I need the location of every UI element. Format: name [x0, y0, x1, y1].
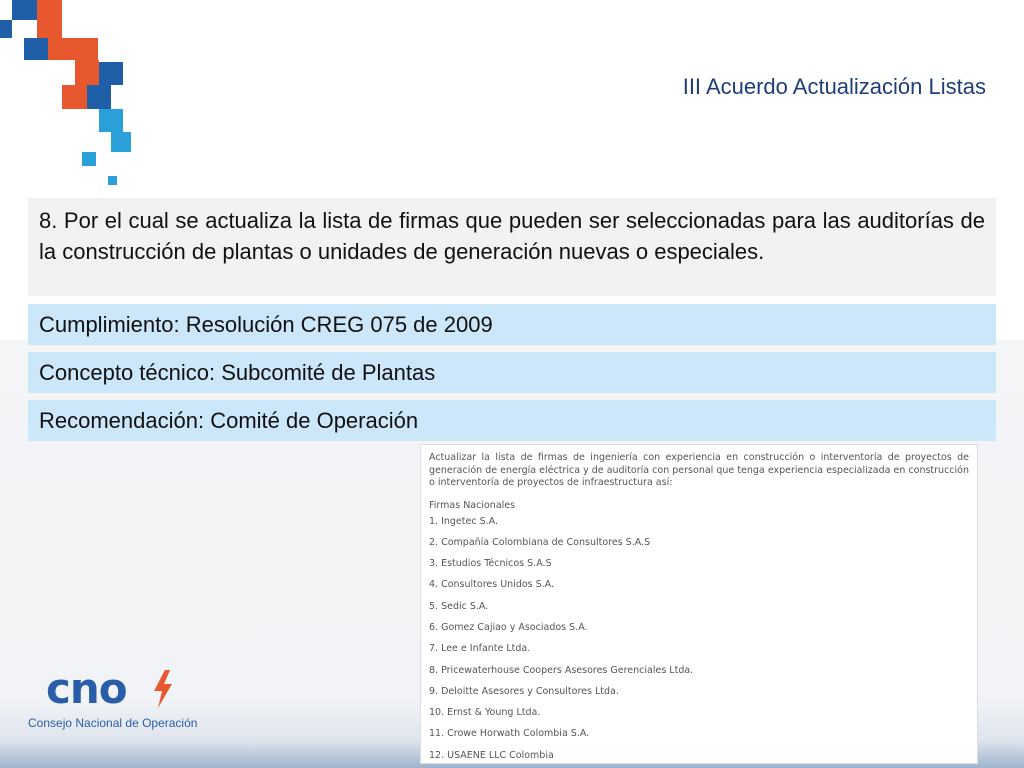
cno-logo-text: cno	[46, 664, 127, 713]
list-item: 9. Deloitte Asesores y Consultores Ltda.	[429, 685, 619, 697]
item-main-description: 8. Por el cual se actualiza la lista de firmas que pueden ser seleccionadas para las auditorías de la construcción de plantas o unidades de generación nuevas o especiales.	[28, 198, 996, 296]
list-item: 6. Gomez Cajiao y Asociados S.A.	[429, 621, 588, 633]
list-item: 10. Ernst & Young Ltda.	[429, 707, 541, 719]
list-item: 11. Crowe Horwath Colombia S.A.	[429, 728, 590, 740]
item-compliance: Cumplimiento: Resolución CREG 075 de 2009	[28, 304, 996, 345]
list-item: 1. Ingetec S.A.	[429, 515, 498, 527]
firms-panel	[420, 444, 978, 764]
list-item: 2. Compañía Colombiana de Consultores S.A.S	[429, 536, 651, 548]
list-item: 4. Consultores Unidos S.A.	[429, 579, 555, 591]
list-item: 12. USAENE LLC Colombia	[429, 749, 554, 761]
item-recommendation: Recomendación: Comité de Operación	[28, 400, 996, 441]
list-item: 8. Pricewaterhouse Coopers Asesores Gerenciales Ltda.	[429, 664, 694, 676]
panel-subtitle: Firmas Nacionales	[429, 499, 516, 511]
panel-intro: Actualizar la lista de firmas de ingeniería con experiencia en construcción o interventoría de proyectos de generación de energía eléctrica y de auditoría con personal que tenga experiencia especializada en construcción o interventoría de proyectos de infraestructura así:	[429, 452, 969, 488]
lightning-bolt-icon	[152, 670, 174, 708]
list-item: 7. Lee e Infante Ltda.	[429, 643, 531, 655]
firms-list	[429, 511, 969, 767]
slide-title: III Acuerdo Actualización Listas	[682, 74, 986, 99]
list-item: 3. Estudios Técnicos S.A.S	[429, 558, 552, 570]
cno-logo-subtitle: Consejo Nacional de Operación	[28, 716, 198, 730]
item-technical-concept: Concepto técnico: Subcomité de Plantas	[28, 352, 996, 393]
list-item: 5. Sedic S.A.	[429, 600, 489, 612]
